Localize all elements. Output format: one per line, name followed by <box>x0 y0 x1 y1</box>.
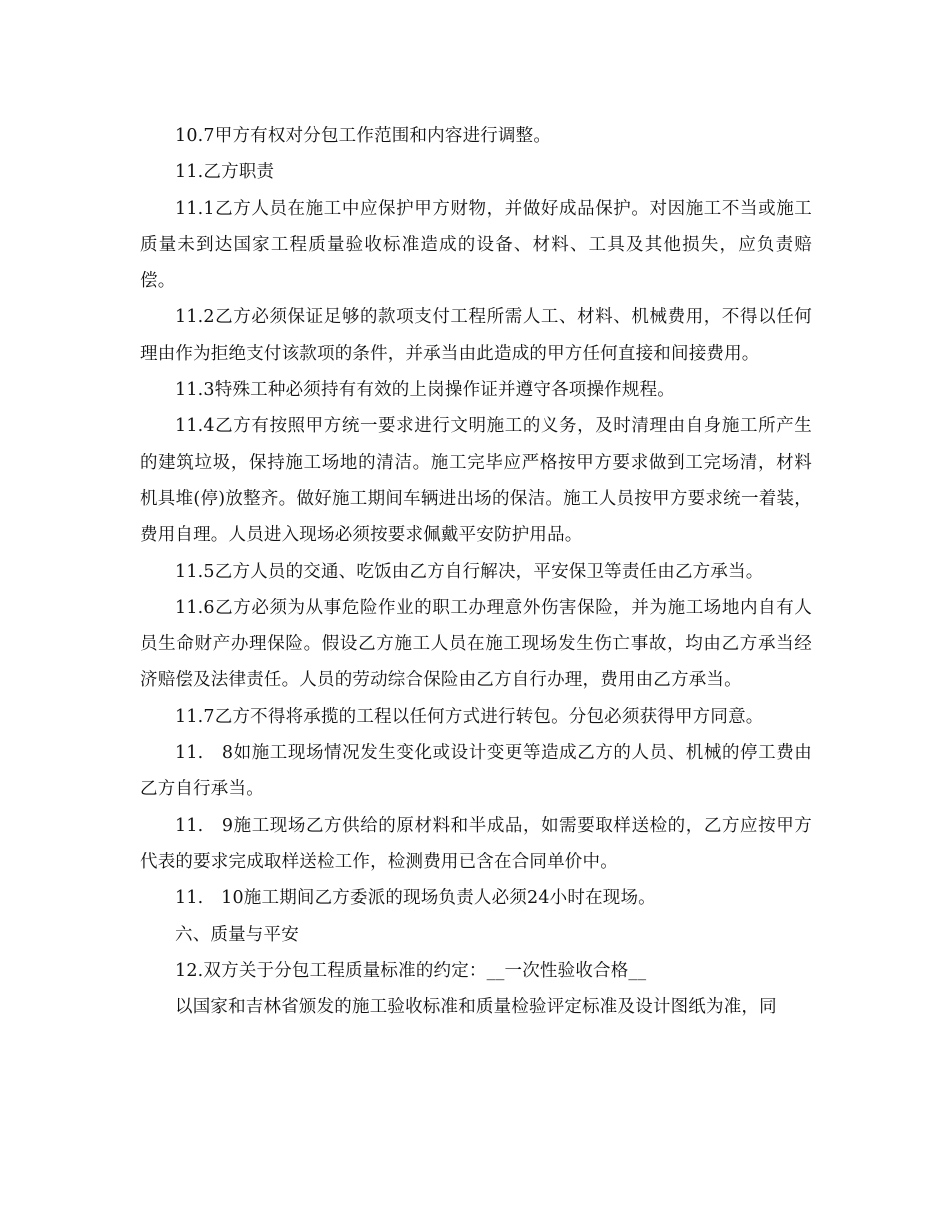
paragraph-11-2: 11.2乙方必须保证足够的款项支付工程所需人工、材料、机械费用，不得以任何理由作为拒绝支付该款项的条件，并承当由此造成的甲方任何直接和间接费用。 <box>140 307 812 364</box>
paragraph-10-7: 10.7甲方有权对分包工作范围和内容进行调整。 <box>175 126 552 146</box>
paragraph-11-7: 11.7乙方不得将承揽的工程以任何方式进行转包。分包必须获得甲方同意。 <box>175 706 764 727</box>
paragraph-11-3: 11.3特殊工种必须持有有效的上岗操作证并遵守各项操作规程。 <box>175 380 675 401</box>
paragraph-11-6: 11.6乙方必须为从事危险作业的职工办理意外伤害保险，并为施工场地内自有人员生命财产办理保险。假设乙方施工人员在施工现场发生伤亡事故，均由乙方承当经济赔偿及法律责任。人员的劳动综合保险由乙方自行办理，费用由乙方承当。 <box>140 597 812 691</box>
heading-section-6: 六、质量与平安 <box>175 924 299 945</box>
document-body <box>140 118 812 1025</box>
paragraph-11-10: 11. 10施工期间乙方委派的现场负责人必须24小时在现场。 <box>175 888 656 909</box>
paragraph-12: 12.双方关于分包工程质量标准的约定：__一次性验收合格__ <box>175 960 647 981</box>
paragraph-11-1: 11.1乙方人员在施工中应保护甲方财物，并做好成品保护。对因施工不当或施工质量未到达国家工程质量验收标准造成的设备、材料、工具及其他损失，应负责赔偿。 <box>140 198 812 292</box>
paragraph-11-5: 11.5乙方人员的交通、吃饭由乙方自行解决，平安保卫等责任由乙方承当。 <box>175 561 764 582</box>
paragraph-11-9: 11. 9施工现场乙方供给的原材料和半成品，如需要取样送检的，乙方应按甲方代表的要求完成取样送检工作，检测费用已含在合同单价中。 <box>140 815 812 872</box>
paragraph-11-4: 11.4乙方有按照甲方统一要求进行文明施工的义务，及时清理由自身施工所产生的建筑垃圾，保持施工场地的清洁。施工完毕应严格按甲方要求做到工完场清，材料机具堆(停)放整齐。做好施工期间车辆进出场的保洁。施工人员按甲方要求统一着装，费用自理。人员进入现场必须按要求佩戴平安防护用品。 <box>140 416 812 546</box>
paragraph-12-continued: 以国家和吉林省颁发的施工验收标准和质量检验评定标准及设计图纸为准，同 <box>175 997 777 1018</box>
paragraph-11-8: 11. 8如施工现场情况发生变化或设计变更等造成乙方的人员、机械的停工费由乙方自行承当。 <box>140 743 812 800</box>
heading-11: 11.乙方职责 <box>175 162 275 183</box>
